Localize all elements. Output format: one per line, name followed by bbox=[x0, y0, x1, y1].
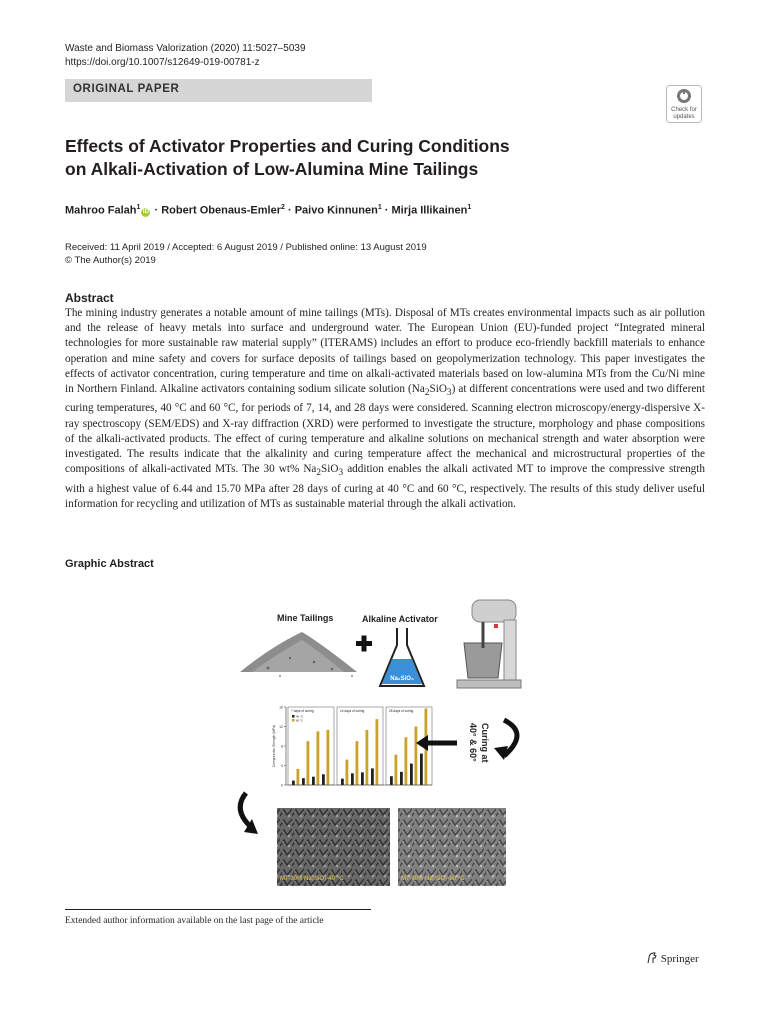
flask-icon bbox=[380, 628, 424, 686]
doi-link[interactable]: https://doi.org/10.1007/s12649-019-00781-z bbox=[65, 57, 260, 68]
y-tick-label: 0 bbox=[281, 783, 283, 788]
bar bbox=[405, 737, 408, 785]
author-name[interactable]: Paivo Kinnunen bbox=[294, 204, 378, 217]
subscript: 2 bbox=[424, 388, 430, 399]
graphic-abstract-heading: Graphic Abstract bbox=[65, 558, 154, 570]
author-name[interactable]: Mahroo Falah bbox=[65, 204, 137, 217]
subscript: 3 bbox=[338, 468, 344, 479]
author-affiliation: 2 bbox=[281, 204, 285, 211]
check-badge-text-1: Check for bbox=[671, 107, 697, 113]
orcid-icon[interactable]: iD bbox=[142, 208, 149, 215]
abstract-heading: Abstract bbox=[65, 291, 114, 305]
graphic-abstract-svg bbox=[232, 588, 537, 888]
sem-caption-40c: MT-30% Na₂SiO₃-40 °C bbox=[280, 876, 344, 882]
history-dates: Received: 11 April 2019 / Accepted: 6 August 2019 / Published online: 13 August 2019 bbox=[65, 242, 427, 253]
legend-swatch bbox=[292, 719, 295, 722]
bar bbox=[322, 774, 325, 785]
subscript: 2 bbox=[316, 468, 322, 479]
copyright-line: © The Author(s) 2019 bbox=[65, 255, 156, 266]
curing-label-1: Curing at bbox=[480, 723, 490, 763]
title-line-2: on Alkali-Activation of Low-Alumina Mine Tailings bbox=[65, 159, 479, 179]
footnote-text: Extended author information available on the last page of the article bbox=[65, 916, 324, 926]
author-name[interactable]: Mirja Illikainen bbox=[391, 204, 468, 217]
article-type-banner bbox=[65, 79, 372, 102]
publisher-logo bbox=[646, 952, 699, 965]
abstract-part: SiO bbox=[429, 383, 447, 396]
abstract-text bbox=[65, 306, 705, 512]
y-tick-label: 16 bbox=[279, 705, 283, 710]
legend-label: 60 °C bbox=[296, 718, 304, 723]
author-separator: · bbox=[151, 204, 162, 217]
bar bbox=[371, 768, 374, 785]
author-list bbox=[65, 204, 471, 217]
tailings-pile-icon bbox=[240, 632, 357, 677]
bar bbox=[297, 769, 300, 785]
bar bbox=[351, 773, 354, 785]
springer-horse-icon bbox=[646, 952, 658, 964]
panel-title: 14 days of curing bbox=[340, 709, 365, 713]
journal-citation: Waste and Biomass Valorization (2020) 11:5027–5039 bbox=[65, 43, 306, 54]
bar bbox=[420, 754, 423, 785]
legend-label: 40 °C bbox=[296, 714, 304, 719]
author-separator: · bbox=[381, 204, 392, 217]
abstract-part: addition enables the alkali activated MT to improve the compressive strength with a highest value of 6.44 and 15.70 MPa after 28 days of curing at 40 °C and 60 °C, respectively. The results of this study deliver useful information for recycling and utilization of MTs as sustainable material through the alkali activation. bbox=[65, 463, 705, 510]
bar bbox=[327, 730, 330, 785]
abstract-part: The mining industry generates a notable amount of mine tailings (MTs). Disposal of MTs creates environmental impacts such as air pollution and the release of heavy metals into surface and underground water. The European Union (EU)-funded project “Integrated mineral technologies for more sustainable raw material supply” (ITERAMS) includes an effort to produce eco-friendly backfill materials to enhance operation and mine safety and covers for surface deposits of tailings based on geopolymerization technology. This paper investigates the effects of activator concentration, curing temperature and time on alkali-activated materials based on low-alumina MTs from the Cu/Ni mine in Northern Finland. Alkaline activators containing sodium silicate solution (Na bbox=[65, 307, 705, 396]
bar bbox=[366, 730, 369, 785]
legend-swatch bbox=[292, 715, 295, 718]
bar bbox=[341, 779, 344, 785]
abstract-part: ) at different concentrations were used and two different curing temperatures, 40 °C and 60 °C, for periods of 7, 14, and 28 days were considered. Scanning electron microscopy/energy-dispersive X-ray spectroscopy (SEM/EDS) and X-ray diffraction (XRD) were performed to investigate the structure, morphology and phase compositions of the alkali-activated products. The effect of curing temperature and alkaline solutions on mechanical strength and water absorption were investigated. The results indicate that the alkalinity and curing temperature affect the mechanical and microstructural properties of the compositions of alkali-activated MTs. The 30 wt% Na bbox=[65, 383, 705, 476]
mixer-icon bbox=[457, 600, 521, 688]
panel-title: 7 days of curing bbox=[291, 709, 314, 713]
flask-label: Na₂SiO₃ bbox=[390, 676, 414, 682]
bar bbox=[361, 772, 364, 785]
sem-image-60c bbox=[398, 808, 506, 886]
publication-dates bbox=[65, 241, 427, 267]
author-name[interactable]: Robert Obenaus-Emler bbox=[161, 204, 282, 217]
bar bbox=[400, 772, 403, 785]
bar bbox=[307, 741, 310, 785]
check-badge-text-2: updates bbox=[673, 114, 695, 120]
author-affiliation: 1 bbox=[467, 204, 472, 211]
bar bbox=[356, 741, 359, 785]
sem-image-40c bbox=[277, 808, 390, 886]
alkaline-activator-label: Alkaline Activator bbox=[362, 614, 438, 624]
panel-title: 28 days of curing bbox=[389, 709, 414, 713]
check-updates-icon bbox=[666, 85, 702, 123]
title-line-1: Effects of Activator Properties and Curing Conditions bbox=[65, 136, 510, 156]
article-title bbox=[65, 135, 685, 181]
abstract-part: SiO bbox=[321, 463, 339, 476]
author-separator: · bbox=[284, 204, 295, 217]
bar bbox=[390, 776, 393, 785]
graphic-abstract-figure bbox=[232, 588, 537, 888]
sem-caption-60c: MT-30% Na₂SiO₃-60 °C bbox=[401, 876, 465, 882]
bar bbox=[302, 778, 305, 785]
mine-tailings-label: Mine Tailings bbox=[277, 613, 334, 623]
bar bbox=[317, 731, 320, 785]
bar bbox=[346, 760, 349, 785]
y-tick-label: 12 bbox=[279, 725, 283, 729]
y-axis-label: Compressive Strength (MPa) bbox=[272, 724, 276, 768]
journal-info bbox=[65, 42, 306, 70]
bar bbox=[312, 777, 315, 785]
check-for-updates-badge[interactable] bbox=[666, 85, 702, 123]
bar bbox=[395, 755, 398, 785]
y-tick-label: 4 bbox=[281, 764, 283, 768]
bar bbox=[415, 727, 418, 786]
bar bbox=[292, 781, 295, 785]
author-affiliation: 1 bbox=[136, 204, 141, 211]
subscript: 3 bbox=[446, 388, 452, 399]
article-type-label: ORIGINAL PAPER bbox=[73, 83, 180, 95]
y-tick-label: 8 bbox=[281, 744, 283, 749]
cycle-arrow-icon bbox=[240, 793, 258, 834]
publisher-name: Springer bbox=[660, 953, 699, 965]
curing-rotate-arrow-icon bbox=[494, 720, 517, 760]
compressive-strength-chart bbox=[272, 706, 432, 788]
plus-icon bbox=[356, 636, 372, 652]
author-affiliation: 1 bbox=[377, 204, 382, 211]
bar bbox=[410, 764, 413, 785]
bar bbox=[376, 719, 379, 785]
curing-label-2: 40° & 60° bbox=[468, 723, 478, 762]
footnote-rule bbox=[65, 909, 371, 910]
